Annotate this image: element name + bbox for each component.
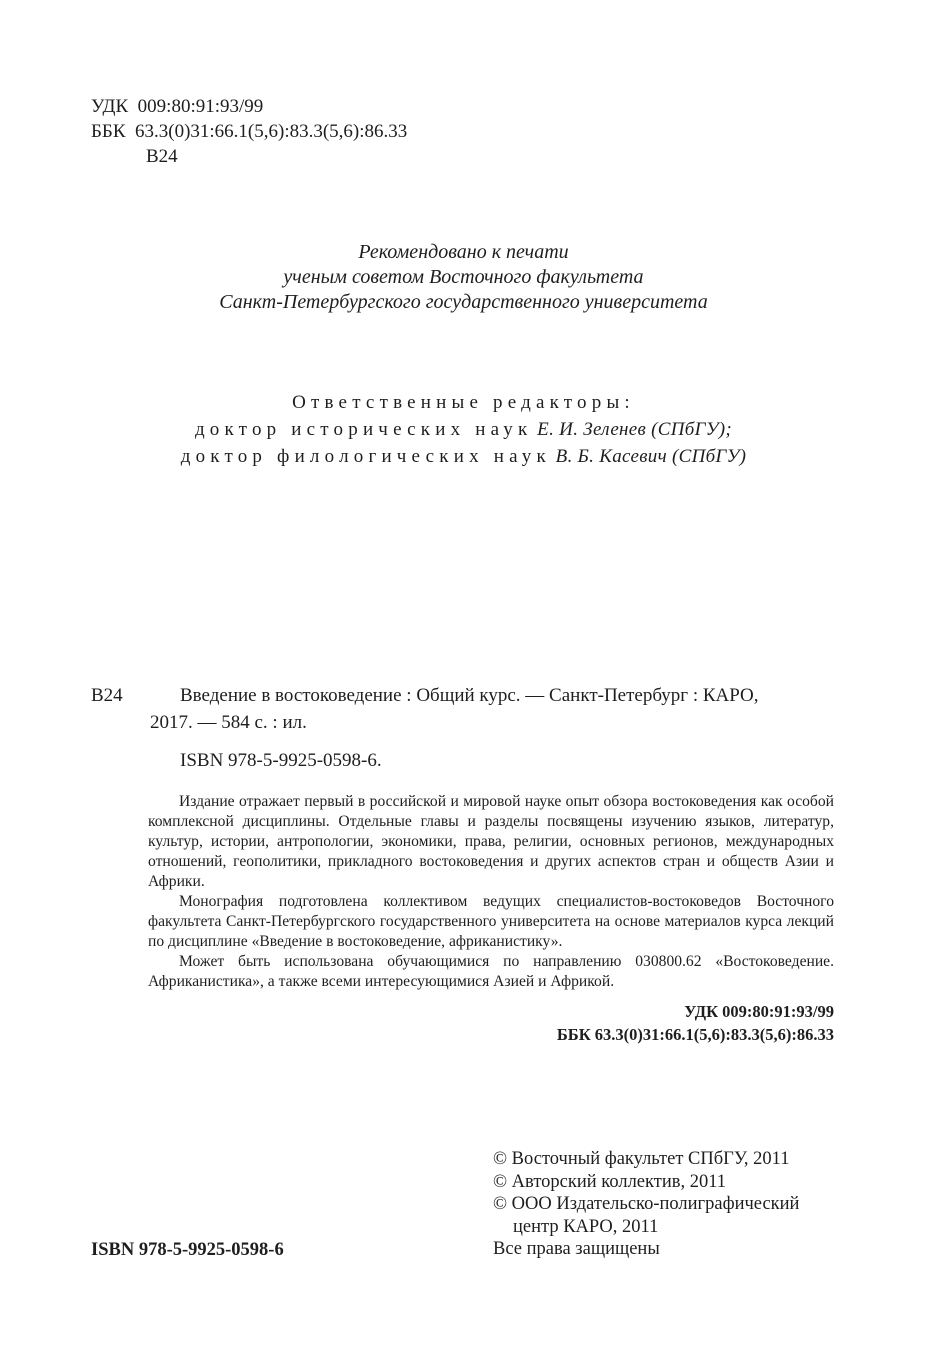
copyright-line-3: © ООО Издательско-полиграфический	[493, 1194, 800, 1215]
bib-author-mark: В24	[91, 685, 123, 706]
recommendation-block	[0, 240, 927, 315]
annotation-paragraph-2: Монография подготовлена коллективом ведущих специалистов-востоковедов Восточного факультета Санкт-Петербургского государственного университета на основе материалов курса лекций по дисциплине «Введение в востоковедение, африканистику».	[148, 893, 834, 950]
recommendation-line-3: Санкт-Петербургского государственного университета	[219, 291, 708, 313]
recommendation-line-2: ученым советом Восточного факультета	[283, 266, 644, 288]
annotation	[148, 792, 834, 992]
footer-isbn: ISBN 978-5-9925-0598-6	[91, 1240, 284, 1260]
udk-code: УДК 009:80:91:93/99	[91, 96, 264, 117]
copyright-line-4: центр КАРО, 2011	[513, 1216, 659, 1237]
rights-reserved: Все права защищены	[493, 1239, 660, 1260]
editor-2	[0, 443, 927, 470]
classification-udk: УДК 009:80:91:93/99	[684, 1002, 834, 1021]
editor-1	[0, 416, 927, 443]
classification-codes	[557, 1000, 834, 1046]
bib-title-line: Введение в востоковедение : Общий курс. — Санкт-Петербург : КАРО,	[180, 685, 759, 706]
udk-header-block	[91, 94, 407, 169]
editors-heading: Ответственные редакторы:	[292, 392, 635, 413]
recommendation-line-1: Рекомендовано к печати	[358, 241, 569, 263]
annotation-paragraph-1: Издание отражает первый в российской и мировой науке опыт обзора востоковедения как особой комплексной дисциплины. Отдельные главы и разделы посвящены изучению языков, литератур, культур, истории, антропологии, экономики, права, религии, основных регионов, международных отношений, геополитики, прикладного востоковедения и других аспектов стран и обществ Азии и Африки.	[148, 793, 834, 890]
editor-2-degree: доктор филологических наук	[180, 446, 551, 467]
bbk-code: ББК 63.3(0)31:66.1(5,6):83.3(5,6):86.33	[91, 121, 408, 142]
editor-1-degree: доктор исторических наук	[194, 419, 533, 440]
author-mark: В24	[146, 146, 178, 167]
copyright-line-1: © Восточный факультет СПбГУ, 2011	[493, 1149, 790, 1169]
editor-2-name: В. Б. Касевич (СПбГУ)	[555, 446, 747, 467]
annotation-paragraph-3: Может быть использована обучающимися по направлению 030800.62 «Востоковедение. Африканистика», а также всеми интересующимися Азией и Африкой.	[148, 953, 834, 990]
bibliographic-record	[91, 682, 836, 736]
classification-bbk: ББК 63.3(0)31:66.1(5,6):83.3(5,6):86.33	[556, 1025, 834, 1044]
bib-isbn: ISBN 978-5-9925-0598-6.	[180, 750, 382, 771]
copyright-line-2: © Авторский коллектив, 2011	[493, 1171, 727, 1192]
bib-imprint-line: 2017. — 584 с. : ил.	[150, 712, 307, 733]
editors-block	[0, 389, 927, 470]
copyright-block	[493, 1148, 799, 1261]
editor-1-name: Е. И. Зеленев (СПбГУ);	[537, 419, 733, 440]
